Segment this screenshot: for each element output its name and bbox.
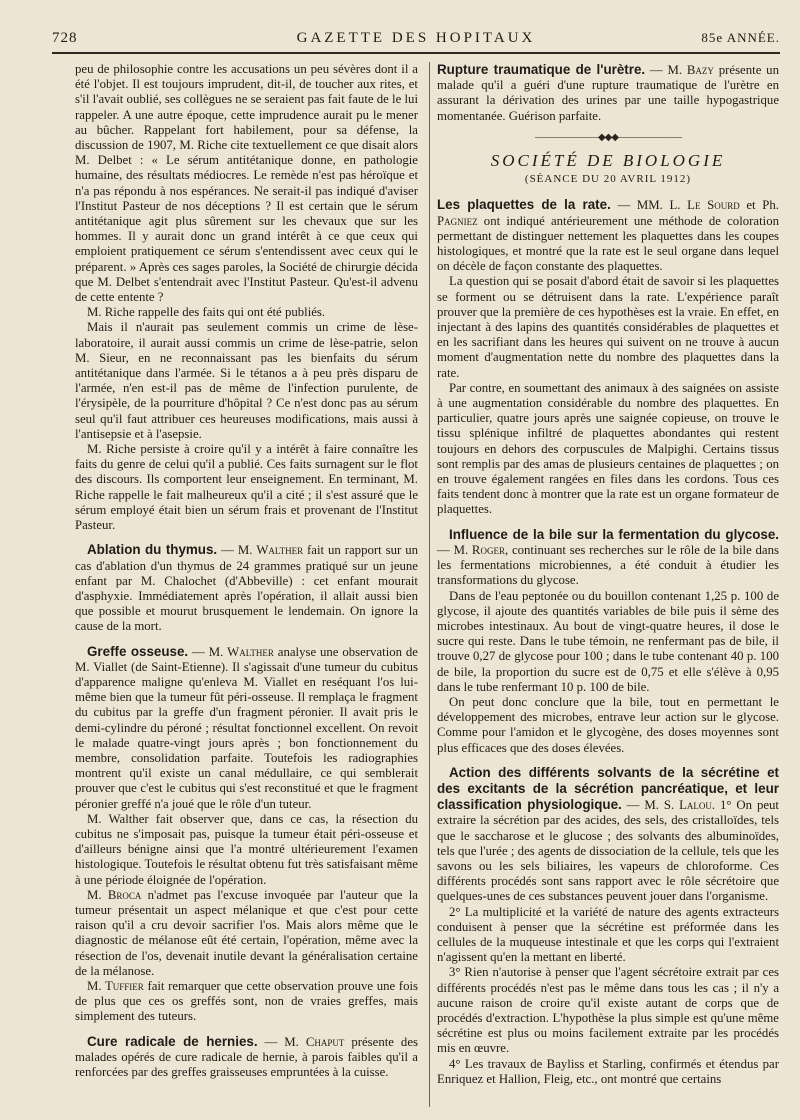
paragraph: Dans de l'eau peptonée ou du bouillon contenant 1,25 p. 100 de glycose, il ajoute des quantités variables de bile puis il sème des microbes intestinaux. Au bout de vingt-quatre heures, il dose le sucre qui reste. Dans le tube témoin, ne renfermant pas de bile, il trouve 0,27 de glycose pour 100 ; dans le tube contenant 40 p. 100 de bile, la proportion du sucre est de 0,75 et elle s'élève à 0,95 dans le tube renfermant 10 p. 100 de bile. (437, 588, 779, 694)
heading-dash: — M. (257, 1034, 306, 1049)
author-name: Pagniez (437, 213, 478, 228)
paragraph: 4° Les travaux de Bayliss et Starling, confirmés et étendus par Enriquez et Hallion, Fleig, etc., ont montré que certains (437, 1056, 779, 1086)
paragraph (75, 888, 418, 979)
section-text: fait un rapport sur un cas d'ablation d'un thymus de 24 grammes pratiqué sur un jeune enfant par M. Chalochet (d'Abbeville) : cet enfant mourait d'asphyxie. Immédiatement après l'opération, il allait aussi bien que possible et mourut brusquement le lendemain. On ignore la cause de la mort. (75, 543, 418, 634)
section-heading: Ablation du thymus. (87, 542, 218, 558)
section-text: . 1° On peut extraire la sécrétion par des acides, des sels, des cristalloïdes, tels que le saccharose et le glucose ; des solvants des albuminoïdes, tels que l'urée ; des agents de dissociation de la cellule, tels que les savons ou les sels biliaires, les vapeurs de chloroforme. Ces différents procédés sont sans rapport avec le rôle sécrétoire que quelques-unes de ces substances peuvent jouer dans l'organisme. (437, 798, 779, 904)
author-name: Roger (471, 542, 505, 557)
section-heading: Greffe osseuse. (87, 643, 189, 659)
volume-year: 85e ANNÉE. (701, 30, 780, 45)
heading-dash: — M. S. (621, 798, 680, 813)
section-bile (437, 527, 779, 589)
author-name: Walther (227, 644, 274, 659)
journal-title: GAZETTE DES HOPITAUX (296, 30, 536, 46)
paragraph-text: n'admet pas l'excuse invoquée par l'auteur que la tumeur présentait un aspect mélanique et que c'est pour cette raison qu'il a cru devoir sacrifier l'os. Mais alors même que le diagnostic de mélanose eût été certain, l'opération, même avec la résection de l'os, devenait inutile devant la généralisation certaine de la mélanose. (75, 887, 418, 978)
section-heading: Influence de la bile sur la fermentation du glycose. (449, 526, 779, 542)
section-text: présente un malade qu'il a guéri d'une rupture traumatique de l'urètre en assurant la dérivation des urines par une taille hypogastrique momentanée. Guérison parfaite. (437, 63, 779, 123)
heading-dash: — MM. L. (610, 198, 688, 213)
author-name: M. Broca (87, 887, 142, 902)
section-text: ont indiqué antérieurement une méthode de coloration permettant de distinguer nettement les plaquettes dans les coupes histologiques, et montré que la rate est le seul organe dans lequel on décèle de façon constante des plaquettes. (437, 213, 779, 274)
paragraph-text: fait remarquer que cette observation prouve une fois de plus que ces os greffés sont, non de vraies greffes, mais simplement des tuteurs. (75, 978, 419, 1024)
heading-dash: — M. (217, 543, 257, 558)
section-heading: Les plaquettes de la rate. (437, 197, 611, 213)
paragraph: On peut donc conclure que la bile, tout en permettant le développement des microbes, entrave leur action sur le glycose. Comme pour l'amidon et le glycogène, des doses moyennes sont plus efficaces que des doses élevées. (437, 694, 779, 755)
paragraph (75, 979, 418, 1025)
left-column (75, 62, 418, 1080)
section-secretine (437, 765, 779, 905)
paragraph: La question qui se posait d'abord était de savoir si les plaquettes se forment ou se détruisent dans la rate. L'expérience paraît prouver que la première de ces hypothèses est la vraie. En effet, en injectant à des lapins des quantités considérables de plaquettes et en les sacrifiant dans les heures qui suivent on ne trouve à aucun moment d'augmentation nette du nombre des plaquettes dans la rate. (437, 274, 779, 380)
text-fragment: et Ph. (739, 198, 779, 213)
heading-dash: — M. (645, 63, 687, 77)
paragraph: 2° La multiplicité et la variété de nature des agents extracteurs conduisent à penser que la sécrétine est préformée dans les cellules de la muqueuse intestinale et que les corps qui l'extraient n'agissent qu'en la mettant en liberté. (437, 904, 779, 965)
author-name: Lalou (679, 798, 712, 813)
society-title: SOCIÉTÉ DE BIOLOGIE (490, 151, 726, 171)
section-text: , continuant ses recherches sur le rôle de la bile dans les fermentations microbiennes, a été conduit à étudier les transformations du glycose. (437, 542, 779, 588)
column-divider (429, 62, 430, 1107)
section-greffe (75, 644, 418, 812)
section-thymus (75, 542, 418, 634)
paragraph: Mais il n'aurait pas seulement commis un crime de lèse-laboratoire, il aurait aussi commis un crime de lèse-patrie, selon M. Sieur, en ne reconnaissant pas les bienfaits du sérum antitétanique dans l'armée. Si le tétanos a à peu près disparu de l'armée, n'en est-il pas de même de l'infection purulente, de l'érysipèle, de la pourriture d'hôpital ? Ce n'est donc pas au sérum seul qu'il faut attribuer ces heureuses modifications, mais aussi à l'antisepsie et à l'asepsie. (75, 320, 418, 441)
session-date: (SÉANCE DU 20 AVRIL 1912) (524, 173, 692, 186)
section-hernies (75, 1034, 418, 1081)
right-column (437, 62, 779, 1087)
section-text: analyse une observation de M. Viallet (de Saint-Etienne). Il s'agissait d'une tumeur du cubitus d'apparence maligne qu'enleva M. Viallet en reséquant l'os lui-même bien que la tumeur fût péri-osseuse. Il remplaça le fragment du cubitus par la greffe d'un fragment péronier. Il avait pris le demi-cylindre du péroné ; résultat fonctionnel excellent. On revoit le malade quatre-vingt jours après ; bon fonctionnement du membre, consolidation parfaite. Toutefois les radiographies montrent qu'il existe un canal médullaire, ce qui semblerait prouver que c'est le cubitus qui s'est reconstitué et que le fragment péronier greffé n'a joué que le rôle d'un tuteur. (75, 644, 418, 811)
paragraph: M. Riche persiste à croire qu'il y a intérêt à faire connaître les faits du genre de celui qu'il a publié. Ces faits surnagent sur le flot des discours. Ils comportent leur enseignement. En terminant, M. Riche rappelle le fait malheureux qu'il a cité ; il s'est assuré que le sérum employé était bien un sérum frais et provenant de l'Institut Pasteur. (75, 442, 418, 533)
heading-dash: — M. (188, 644, 228, 659)
author-name: Bazy (686, 63, 714, 77)
section-uretre (437, 62, 779, 124)
author-name: Walther (256, 543, 304, 558)
author-name: Chaput (305, 1034, 345, 1049)
section-plaquettes (437, 197, 779, 274)
page-number: 728 (52, 30, 78, 46)
section-heading: Action des différents solvants de la sécrétine et des excitants de la sécrétion pancréatique, et leur classification physiologique. (437, 764, 779, 813)
author-name: M. Tuffier (87, 978, 144, 993)
heading-dash: — M. (437, 542, 472, 557)
paragraph: 3° Rien n'autorise à penser que l'agent sécrétoire extrait par ces différents procédés n'est pas le même dans tous les cas ; il n'y a aucune raison de croire qu'il existe autant de corps que de procédés d'extraction. L'hypothèse la plus simple est qu'une même sécrétine est plus ou moins facilement extraite par les procédés mis en œuvre. (437, 965, 779, 1056)
paragraph: peu de philosophie contre les accusations un peu sévères dont il a été l'objet. Il est toujours imprudent, dit-il, de toucher aux rites, et s'il l'avait oublié, ses collègues ne se seraient pas fait faute de le lui rappeler. A une autre époque, cette imprudence aurait pu le mener au bûcher. Rappelant fort habilement, pour sa défense, la discussion de 1907, M. Riche cite textuellement ce que disait alors M. Delbet : « Le sérum antitétanique donne, en pathologie humaine, des résultats médiocres. Le remède n'est pas héroïque et n'a pas répondu à nos espérances. Ne serait-il pas indiqué d'aviser l'Institut Pasteur de nos déceptions ? Il est certain que le sérum antitétanique agit plus sûrement sur les chevaux que sur les hommes. Il y aurait donc un grand intérêt à ce que ceux qui emploient pratiquement ce sérum s'entendissent avec ceux qui le préparent. » Après ces sages paroles, la Société de chirurgie décida que M. Delbet s'entendrait avec l'Institut Pasteur. Qu'est-il advenu de cette entente ? (75, 62, 418, 305)
paragraph: M. Walther fait observer que, dans ce cas, la résection du cubitus ne s'imposait pas, puisque la tumeur était péri-osseuse et d'ailleurs bénigne ainsi que l'a montré ultérieurement l'examen histologique. Toutefois le résultat obtenu fut très satisfaisant même à une période éloignée de l'opération. (75, 811, 418, 887)
section-heading: Cure radicale de hernies. (87, 1033, 258, 1049)
author-name: Le Sourd (687, 198, 740, 213)
page-header (52, 30, 780, 50)
ornament-divider: ———————◆◆◆——————— (534, 131, 682, 143)
section-heading: Rupture traumatique de l'urètre. (437, 62, 646, 77)
paragraph: M. Riche rappelle des faits qui ont été publiés. (87, 305, 326, 320)
paragraph: Par contre, en soumettant des animaux à des saignées on assiste à une augmentation considérable du nombre des plaquettes. En particulier, quatre jours après une saignée copieuse, on trouve le tissu splénique infiltré de plaquettes abondantes qui restent toujours en dehors des corpuscules de Malpighi. Certains tissus sont remplis par des amas de plusieurs centaines de plaquettes ; on en trouve également rangées en files dans les cordons. Tous ces faits tendent donc à montrer que la rate est un organe formateur de plaquettes. (437, 380, 779, 517)
section-text: présente des malades opérés de cure radicale de hernie, à parois faibles qu'il a renforcées par des greffes graisseuses empruntées à la cuisse. (75, 1034, 418, 1079)
header-rule (52, 52, 780, 54)
